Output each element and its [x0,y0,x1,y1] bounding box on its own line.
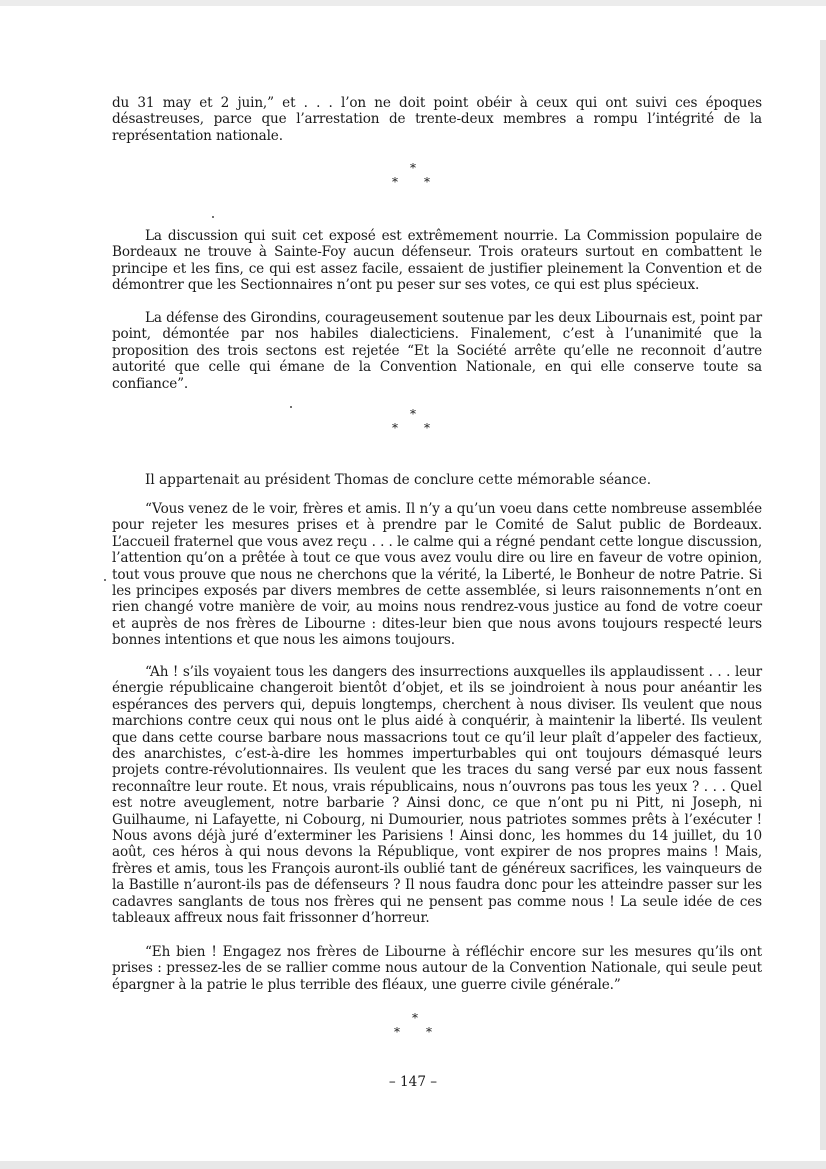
paragraph-7: “Eh bien ! Engagez nos frères de Libourne à réfléchir encore sur les mesures qu’ils ont prises : pressez-les de se rallier comme nous autour de la Convention Nationale, qui seule peut épargner à la patrie le plus terrible des fléaux, une guerre civile générale.” [112,944,762,993]
scan-speck [104,579,106,581]
scan-speck [290,406,292,408]
scan-bottom-border [0,1161,826,1169]
paragraph-5: “Vous venez de le voir, frères et amis. Il n’y a qu’un voeu dans cette nombreuse assemblée pour rejeter les mesures prises et à prendre par le Comité de Salut public de Bordeaux. L’accueil fraternel que vous avez reçu . . . le calme qui a régné pendant cette longue discussion, l’attention qu’on a prêtée à tout ce que vous avez voulu dire ou lire en faveur de votre opinion, tout vous prouve que nous ne cherchons que la vérité, la Liberté, le Bonheur de notre Patrie. Si les principes exposés par divers membres de cette assemblée, si leurs raisonnements n’ont en rien changé votre manière de voir, au moins nous rendrez-vous justice au fond de votre coeur et auprès de nos frères de Libourne : dites-leur bien que nous avons toujours respecté leurs bonnes intentions et que nous les aimons toujours. [112,501,762,649]
scan-top-border [0,0,826,6]
paragraph-6: “Ah ! s’ils voyaient tous les dangers des insurrections auxquelles ils applaudissent . . . leur énergie républicaine changeroit bientôt d’objet, et ils se joindroient à nous pour anéantir les espérances des pervers qui, depuis longtemps, cherchent à nous diviser. Ils veulent que nous marchions contre ceux qui nous ont le plus aidé à conquérir, à maintenir la liberté. Ils veulent que dans cette course barbare nous massacrions tout ce qu’il leur plaît d’appeler des factieux, des anarchistes, c’est-à-dire les hommes imperturbables qui ont toujours démasqué leurs projets contre-révolutionnaires. Ils veulent que les traces du sang versé par eux nous fassent reconnaître leur route. Et nous, vrais républicains, nous n’ouvrons pas tous les yeux ? . . . Quel est notre aveuglement, notre barbarie ? Ainsi donc, ce que n’ont pu ni Pitt, ni Joseph, ni Guilhaume, ni Lafayette, ni Cobourg, ni Dumourier, nous patriotes sommes prêts à l’exécuter ! Nous avons déjà juré d’exterminer les Parisiens ! Ainsi donc, les hommes du 14 juillet, du 10 août, ces héros à qui nous devons la République, vont expirer de nos propres mains ! Mais, frères et amis, tous les François auront-ils oublié tant de généreux sacrifices, les vainqueurs de la Bastille n’auront-ils pas de défenseurs ? Il nous faudra donc pour les atteindre passer sur les cadavres sanglants de tous nos frères qui ne pensent pas comme nous ! La seule idée de ces tableaux affreux nous fait frissonner d’horreur. [112,664,762,927]
paragraph-3: La défense des Girondins, courageusement soutenue par les deux Libournais est, point par point, démontée par nos habiles dialecticiens. Finalement, c’est à l’unanimité que la proposition des trois sectons est rejetée “Et la Société arrête qu’elle ne reconnoit d’autre autorité que celle qui émane de la Convention Nationale, en qui elle conserve toute sa confiance”. [112,310,762,392]
scan-right-edge [820,40,826,1150]
scan-speck [212,216,214,218]
page-number: – 147 – [388,1074,438,1090]
paragraph-1: du 31 may et 2 juin,” et . . . l’on ne doit point obéir à ceux qui ont suivi ces époques désastreuses, parce que l’arrestation de trente-deux membres a rompu l’intégrité de la représentation nationale. [112,95,762,144]
paragraph-4: Il appartenait au président Thomas de conclure cette mémorable séance. [145,472,652,488]
asterism-separator-3: * * * [394,1011,432,1039]
paragraph-2: La discussion qui suit cet exposé est extrêmement nourrie. La Commission populaire de Bordeaux ne trouve à Sainte-Foy aucun défenseur. Trois orateurs surtout en combattent le principe et les fins, ce qui est assez facile, essaient de justifier pleinement la Convention et de démontrer que les Sectionnaires n’ont pu peser sur ses votes, ce qui est plus spécieux. [112,228,762,294]
asterism-separator-2: * * * [392,407,430,435]
asterism-separator-1: * * * [392,161,430,189]
